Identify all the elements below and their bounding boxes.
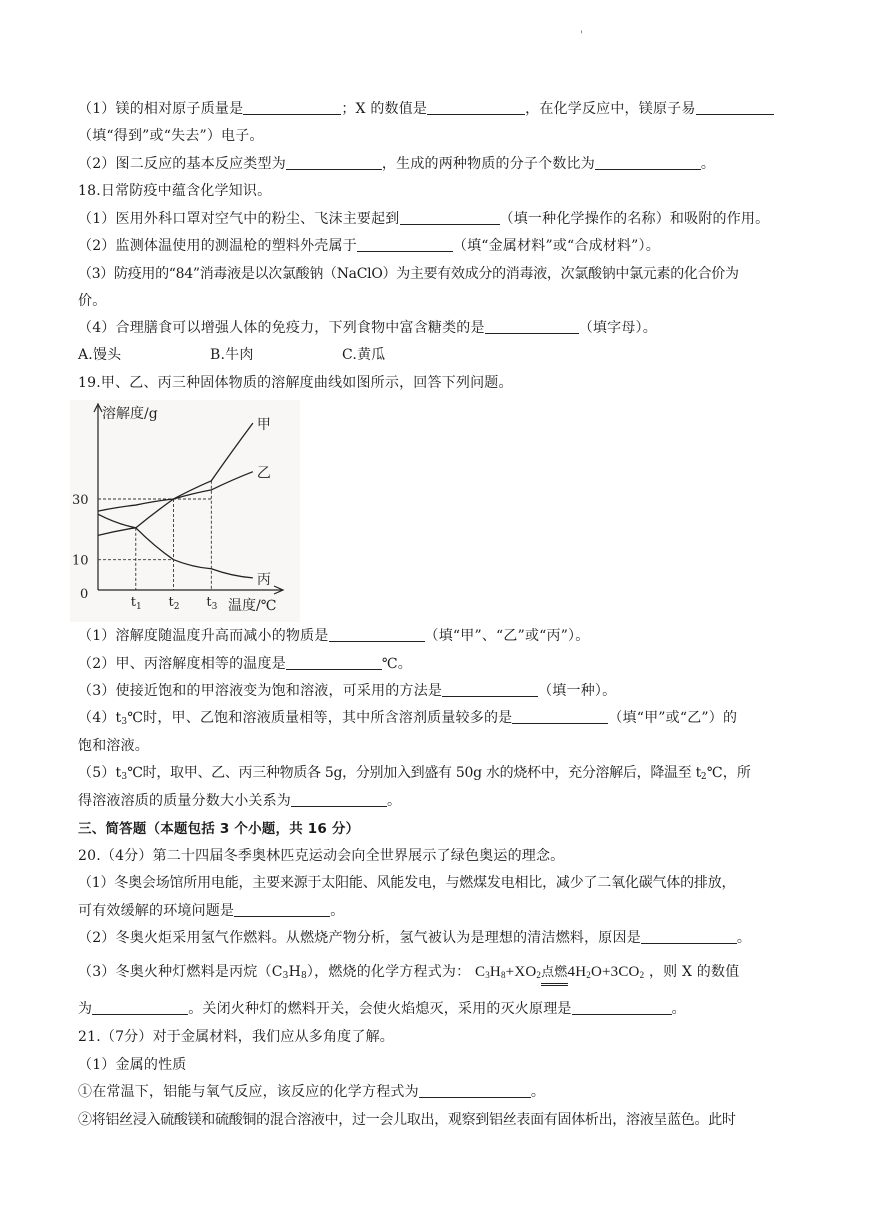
answer-blank[interactable]: [286, 655, 382, 670]
subscript: 3: [121, 717, 128, 727]
text: 。: [330, 903, 345, 919]
text: （1）溶解度随温度升高而减小的物质是: [78, 628, 329, 644]
q19-part4: [78, 709, 809, 727]
text: 。: [700, 156, 716, 172]
header-mark: ': [580, 30, 583, 41]
subscript: 8: [300, 971, 307, 981]
text: 可有效缓解的环境问题是: [78, 903, 235, 919]
text: 21.（7分）对于金属材料，我们应从多角度了解。: [78, 1029, 394, 1045]
q21-part1-b: [78, 1111, 809, 1129]
eq-sub: 3: [485, 970, 490, 980]
x-tick-text: t: [130, 595, 137, 610]
text: 。: [736, 930, 752, 946]
answer-blank[interactable]: [696, 100, 774, 115]
q21-title: [78, 1028, 809, 1046]
text: （填“得到”或“失去”）电子。: [78, 128, 264, 144]
eq-sub: 2: [639, 970, 645, 980]
x-tick-subscript: 2: [173, 602, 180, 612]
text: （1）冬奥会场馆所用电能，主要来源于太阳能、风能发电，与燃煤发电相比，减少了二氧化碳气体的排放，: [78, 875, 736, 891]
answer-blank[interactable]: [427, 100, 525, 115]
q20-title: [78, 847, 809, 865]
section-3-heading: [78, 820, 809, 838]
text: ℃时，甲、乙饱和溶液质量相等，其中所含溶剂质量较多的是: [127, 710, 513, 726]
answer-blank[interactable]: [400, 210, 500, 225]
eq-part: H: [489, 964, 501, 980]
option-c: C.黄瓜: [342, 347, 386, 363]
text: （填字母）。: [578, 320, 657, 336]
text: 20.（4分）第二十四届冬季奥林匹克运动会向全世界展示了绿色奥运的理念。: [78, 848, 565, 864]
text: ，生成的两种物质的分子个数比为: [381, 156, 595, 172]
text: （1）医用外科口罩对空气中的粉尘、飞沫主要起到: [78, 211, 400, 227]
answer-blank[interactable]: [291, 792, 387, 807]
solubility-chart: [70, 400, 300, 622]
q20-part3: [78, 961, 809, 983]
eq-part: O+3CO: [590, 964, 640, 980]
text: （2）冬奥火炬采用氢气作燃料。从燃烧产物分析，氢气被认为是理想的清洁燃料，原因是: [78, 930, 641, 946]
q20-part2: [78, 929, 809, 947]
q20-part1: [78, 874, 809, 892]
text: ，则 X 的数值: [648, 964, 740, 980]
q21-part1: [78, 1056, 809, 1074]
text: 。: [671, 1001, 686, 1017]
text: 。关闭火种灯的燃料开关，会使火焰熄灭，采用的灭火原理是: [188, 1001, 572, 1017]
q17-part1-line2: [78, 127, 809, 145]
text: （1）金属的性质: [78, 1057, 187, 1073]
chemical-equation: [475, 964, 644, 980]
text: （2）甲、丙溶解度相等的温度是: [78, 656, 286, 672]
text: 为: [78, 1001, 93, 1017]
y-tick-label: 10: [72, 553, 89, 569]
text: （填“金属材料”或“合成材料”）。: [452, 238, 660, 254]
y-tick-label: 30: [72, 493, 89, 508]
ignition-condition: 点燃: [541, 961, 567, 983]
answer-blank[interactable]: [419, 1083, 531, 1098]
text: ），燃烧的化学方程式为：: [306, 964, 471, 980]
text: （3）冬奥火种灯燃料是丙烷（C: [78, 964, 283, 980]
eq-part: C: [474, 964, 486, 980]
subscript: 3: [282, 971, 289, 981]
q19-part1: [78, 627, 809, 645]
x-tick-text: t: [168, 595, 174, 610]
text: 饱和溶液。: [78, 738, 149, 754]
answer-blank[interactable]: [357, 237, 453, 252]
x-tick-subscript: 1: [136, 602, 142, 612]
answer-blank[interactable]: [329, 627, 425, 642]
series-label: 乙: [256, 465, 271, 482]
y-axis-label: 溶解度/g: [102, 406, 158, 422]
option-a: A.馒头: [78, 347, 122, 363]
q20-part1-cont: [78, 902, 809, 920]
text: （2）图二反应的基本反应类型为: [78, 156, 286, 172]
answer-blank[interactable]: [512, 709, 608, 724]
x-tick-subscript: 3: [211, 602, 218, 612]
text: 。: [387, 793, 402, 809]
answer-blank[interactable]: [286, 155, 382, 170]
q19-title: [78, 374, 809, 392]
subscript: 2: [700, 772, 707, 782]
eq-sub: 2: [586, 970, 591, 980]
text: 三、简答题（本题包括 3 个小题，共 16 分）: [78, 821, 360, 837]
eq-sub: 8: [500, 970, 506, 980]
q18-part3: [78, 265, 809, 283]
text: （填一种）。: [538, 683, 617, 699]
q17-part2-line: [78, 155, 809, 173]
text: （填“甲”、“乙”或“丙”）。: [424, 628, 590, 644]
series-label: 甲: [256, 417, 271, 434]
text: （2）监测体温使用的测温枪的塑料外壳属于: [78, 238, 357, 254]
q18-part1: [78, 210, 809, 228]
q18-part3-cont: [78, 292, 809, 310]
text: （4）合理膳食可以增强人体的免疫力，下列食物中富含糖类的是: [78, 320, 485, 336]
answer-blank[interactable]: [485, 319, 579, 334]
x-axis-label: 温度/℃: [228, 598, 277, 614]
q18-options: [78, 346, 809, 364]
answer-blank[interactable]: [442, 682, 538, 697]
text: （填一种化学操作的名称）和吸附的作用。: [499, 211, 770, 227]
text: ，在化学反应中，镁原子易: [525, 101, 696, 117]
series-label: 丙: [256, 571, 271, 588]
eq-part: +XO: [505, 964, 537, 980]
q21-part1-a: [78, 1083, 809, 1101]
q19-part3: [78, 682, 809, 700]
text: 得溶液溶质的质量分数大小关系为: [78, 793, 291, 809]
text: ℃。: [381, 656, 412, 672]
option-b: B.牛肉: [210, 347, 254, 363]
text: 18.日常防疫中蕴含化学知识。: [78, 183, 272, 199]
q19-part4-cont: [78, 737, 809, 755]
text: （1）镁的相对原子质量是: [78, 101, 244, 117]
eq-sub: 2: [536, 970, 542, 980]
answer-blank[interactable]: [641, 929, 737, 944]
text: ℃时，取甲、乙、丙三种物质各 5g，分别加入到盛有 50g 水的烧杯中，充分溶解后，降温至 t: [127, 765, 701, 781]
text: 。: [530, 1084, 546, 1100]
text: ①在常温下，铝能与氧气反应，该反应的化学方程式为: [78, 1084, 419, 1100]
eq-part: 4H: [567, 964, 587, 980]
origin-label: 0: [80, 587, 89, 602]
chart-background: [70, 400, 300, 622]
text: （5）t: [78, 765, 122, 781]
answer-blank[interactable]: [92, 1000, 188, 1015]
answer-blank[interactable]: [243, 100, 341, 115]
answer-blank[interactable]: [572, 1000, 672, 1015]
text: （填“甲”或“乙”）的: [608, 710, 738, 726]
text: 价。: [78, 293, 107, 309]
q20-part3-cont: [78, 1000, 809, 1018]
answer-blank[interactable]: [234, 902, 330, 917]
text: （3）防疫用的“84”消毒液是以次氯酸钠（NaClO）为主要有效成分的消毒液，次氯酸钠中氯元素的化合价为: [78, 266, 739, 282]
q19-part5-cont: [78, 792, 809, 810]
q18-title: [78, 182, 809, 200]
text: ；X 的数值是: [341, 101, 428, 117]
text: H: [288, 964, 301, 980]
text: ℃，所: [706, 765, 752, 781]
q19-part5: [78, 764, 809, 782]
q18-part2: [78, 237, 809, 255]
text: 19.甲、乙、丙三种固体物质的溶解度曲线如图所示，回答下列问题。: [78, 375, 513, 391]
q17-part1-line: [78, 100, 809, 118]
subscript: 3: [121, 772, 128, 782]
text: ②将铝丝浸入硫酸镁和硫酸铜的混合溶液中，过一会儿取出，观察到铝丝表面有固体析出，溶液呈蓝色。此时: [78, 1112, 736, 1128]
q18-part4: [78, 319, 809, 337]
q19-part2: [78, 655, 809, 673]
x-tick-text: t: [206, 595, 212, 610]
text: （3）使接近饱和的甲溶液变为饱和溶液，可采用的方法是: [78, 683, 443, 699]
text: （4）t: [78, 710, 122, 726]
answer-blank[interactable]: [595, 155, 701, 170]
